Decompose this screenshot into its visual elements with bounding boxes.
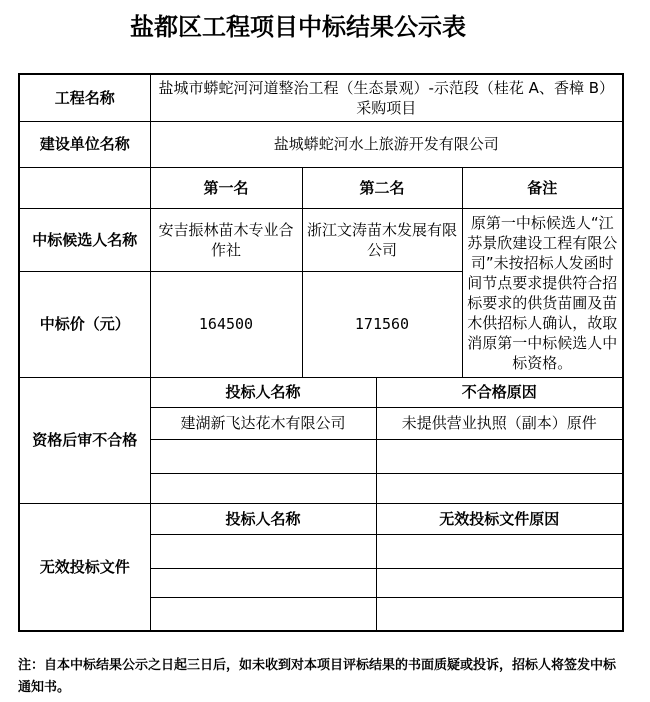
candidate-first-value: 安吉振林苗木专业合作社: [150, 208, 302, 271]
project-name-row: [19, 74, 623, 121]
page-title: 盐都区工程项目中标结果公示表: [130, 13, 466, 41]
invalid-bids-reason-cell: [376, 597, 623, 631]
project-name-value: 盐城市蟒蛇河河道整治工程（生态景观）-示范段（桂花 A、香樟 B）采购项目: [150, 74, 623, 121]
post-qualification-bidder-header: 投标人名称: [150, 377, 376, 407]
post-qualification-reason-cell: [376, 473, 623, 503]
post-qualification-reason-cell: 未提供营业执照（副本）原件: [376, 407, 623, 439]
candidates-row: [19, 208, 623, 271]
rank-header-blank-cell: [19, 167, 150, 208]
invalid-bids-bidder-cell: [150, 534, 376, 568]
post-qualification-bidder-cell: [150, 473, 376, 503]
price-second-value: 171560: [302, 271, 462, 377]
rank-header-row: [19, 167, 623, 208]
price-first-value: 164500: [150, 271, 302, 377]
rank-header-first: 第一名: [150, 167, 302, 208]
remark-value: 原第一中标候选人“江苏景欣建设工程有限公司”未按招标人发函时间节点要求提供符合招标要求的供货苗圃及苗木供招标人确认，故取消原第一中标候选人中标资格。: [462, 208, 623, 377]
invalid-bids-reason-cell: [376, 568, 623, 597]
invalid-bids-bidder-cell: [150, 597, 376, 631]
post-qualification-bidder-cell: [150, 439, 376, 473]
project-name-label: 工程名称: [19, 74, 150, 121]
candidates-label: 中标候选人名称: [19, 208, 150, 271]
post-qualification-header-row: [19, 377, 623, 407]
invalid-bids-label: 无效投标文件: [19, 503, 150, 631]
post-qualification-bidder-cell: 建湖新飞达花木有限公司: [150, 407, 376, 439]
price-label: 中标价（元）: [19, 271, 150, 377]
post-qualification-reason-header: 不合格原因: [376, 377, 623, 407]
candidate-second-value: 浙江文涛苗木发展有限公司: [302, 208, 462, 271]
footnote: 注：自本中标结果公示之日起三日后，如未收到对本项目评标结果的书面质疑或投诉，招标人将签发中标通知书。: [18, 658, 617, 695]
post-qualification-label: 资格后审不合格: [19, 377, 150, 503]
rank-header-second: 第二名: [302, 167, 462, 208]
post-qualification-reason-cell: [376, 439, 623, 473]
owner-value: 盐城蟒蛇河水上旅游开发有限公司: [150, 121, 623, 167]
invalid-bids-reason-header: 无效投标文件原因: [376, 503, 623, 534]
invalid-bids-reason-cell: [376, 534, 623, 568]
bid-result-table: [18, 73, 624, 632]
invalid-bids-bidder-cell: [150, 568, 376, 597]
invalid-bids-header-row: [19, 503, 623, 534]
owner-label: 建设单位名称: [19, 121, 150, 167]
rank-header-remark: 备注: [462, 167, 623, 208]
invalid-bids-bidder-header: 投标人名称: [150, 503, 376, 534]
owner-row: [19, 121, 623, 167]
